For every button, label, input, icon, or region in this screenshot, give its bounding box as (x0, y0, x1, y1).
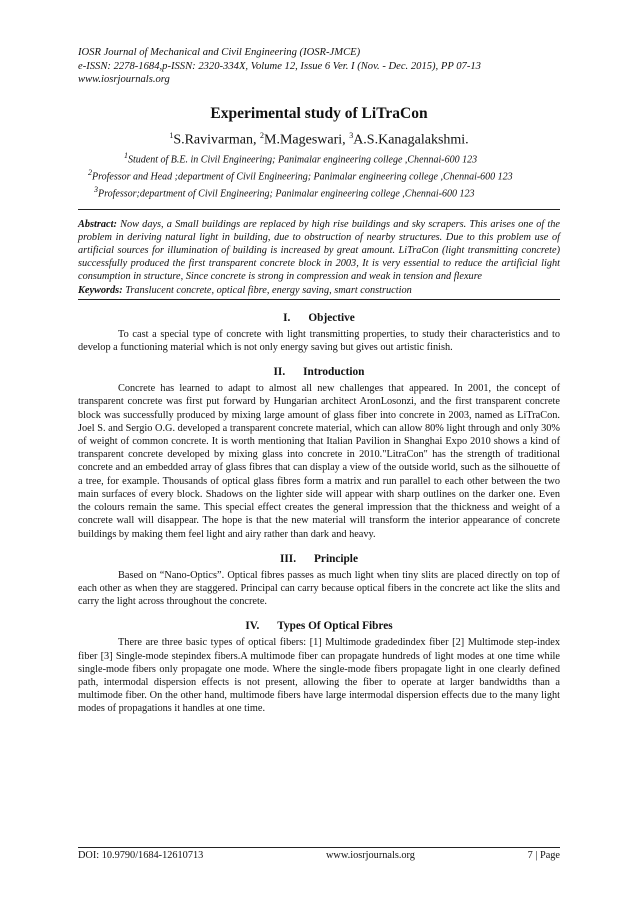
section-title: Objective (308, 311, 355, 324)
section-principle (78, 553, 560, 609)
footer-row (78, 850, 560, 864)
section-number: II. (273, 366, 286, 379)
affiliation-sup: 2 (88, 167, 92, 177)
affiliation-text: Professor;department of Civil Engineering; Panimalar engineering college ,Chennai-600 123 (98, 188, 475, 200)
paper-title: Experimental study of LiTraCon (210, 104, 428, 122)
author-name: A.S.Kanagalakshmi. (353, 132, 469, 148)
section-paragraph: There are three basic types of optical fibers: [1] Multimode gradedindex fiber [2] Multimode step-index fiber [3] Single-mode stepindex fibers.A multimode fiber can propagate hundreds of light modes at one time while single-mode fibers only propagate one mode. Where the single-mode fibers propagate light in one clearly defined path, intermodal dispersion effects is not present, allowing the fiber to operate at larger bandwidths than a multimode fiber. On the other hand, multimode fibers have large intermodal dispersion effects due to the many light modes of propagations it handles at one time. (78, 637, 560, 715)
footer-doi: DOI: 10.9790/1684-12610713 (78, 850, 204, 861)
section-number: IV. (245, 620, 260, 633)
author-name: S.Ravivarman, (173, 132, 261, 148)
section-heading (78, 553, 560, 565)
abstract (78, 218, 560, 284)
footer-page-number: 7 | Page (527, 850, 560, 861)
section-paragraph: To cast a special type of concrete with light transmitting properties, to study their characteristics and to develop a functioning material which is not only energy saving but gives out artistic finish. (78, 328, 560, 354)
journal-issn: e-ISSN: 2278-1684,p-ISSN: 2320-334X, Volume 12, Issue 6 Ver. I (Nov. - Dec. 2015), PP 07-13 (78, 60, 481, 72)
footer-website: www.iosrjournals.org (326, 850, 415, 861)
affiliation-text: Student of B.E. in Civil Engineering; Panimalar engineering college ,Chennai-600 123 (128, 154, 478, 166)
abstract-label: Abstract: (78, 218, 117, 230)
author-sup: 2 (260, 130, 265, 140)
section-number: I. (283, 311, 291, 324)
author-sup: 1 (169, 130, 174, 140)
affiliation-text: Professor and Head ;department of Civil Engineering; Panimalar engineering college ,Chennai-600 123 (92, 171, 513, 183)
section-title: Principle (314, 552, 358, 565)
keywords-text: Translucent concrete, optical fibre, energy saving, smart construction (122, 284, 412, 296)
author-name: M.Mageswari, (264, 132, 350, 148)
affiliation-sup: 1 (124, 151, 128, 161)
page-footer (78, 847, 560, 864)
journal-name: IOSR Journal of Mechanical and Civil Engineering (IOSR-JMCE) (78, 47, 361, 58)
affiliation (78, 167, 560, 184)
journal-website: www.iosrjournals.org (78, 74, 170, 85)
journal-header (78, 46, 560, 87)
section-heading (78, 366, 560, 378)
section-paragraph: Based on “Nano-Optics”. Optical fibres passes as much light when tiny slits are placed directly on top of each other as when they are staggered. Principal can carry because optical fibers in the concrete act like the slits and carry the light across throughout the concrete. (78, 569, 560, 608)
section-types-of-optical-fibres (78, 620, 560, 715)
section-heading (78, 312, 560, 324)
author-sup: 3 (349, 130, 354, 140)
section-title: Introduction (303, 366, 365, 379)
section-objective (78, 312, 560, 354)
affiliation-list (78, 150, 560, 200)
divider (78, 209, 560, 210)
section-paragraph: Concrete has learned to adapt to almost all new challenges that appeared. In 2001, the concept of transparent concrete was first put forward by Hungarian architect AronLosonzi, and the first transparent concrete block was successfully produced by mixing large amount of glass fiber into concrete in 2003, named as LiTraCon. Joel S. and Sergio O.G. developed a transparent concrete material, which can allow 80% light through and only 30% of weight of common concrete. It is worth mentioning that Italian Pavilion in Shanghai Expo 2010 shows a kind of transparent concrete developed by mixing glass into concrete in 2010."LitraCon" has the strength of traditional concrete and an embedded array of glass fibres that can display a view of the outside world, such as the silhouette of a tree, for example. Thousands of optical glass fibres form a matrix and run parallel to each other between the two main surfaces of every block. Shadows on the lighter side will appear with sharp outlines on the darker one. Even the colours remain the same. This special effect creates the general impression that the thickness and weight of a concrete wall will disappear. The hope is that the new material will transform the interior appearance of concrete buildings by making them feel light and airy rather than dark and heavy. (78, 383, 560, 540)
section-title: Types Of Optical Fibres (277, 620, 393, 633)
section-number: III. (280, 552, 297, 565)
keywords-label: Keywords: (78, 284, 123, 296)
section-heading (78, 620, 560, 632)
divider (78, 299, 560, 300)
affiliation (78, 184, 560, 201)
section-introduction (78, 366, 560, 540)
keywords (78, 284, 560, 297)
abstract-text: Now days, a Small buildings are replaced by high rise buildings and sky scrapers. This arises one of the problem in deriving natural light in building, due to obstruction of nearby structures. Due to this problem use of artificial sources for illumination of building is increased by great amount. LiTraCon (light transmitting concrete) successfully produced the first transparent concrete block in 2003, It is very essential to reduce the artificial light consumption in structure, Since concrete is strong in compression and weak in tension and flexure (78, 218, 560, 283)
author-list (78, 131, 560, 149)
affiliation-sup: 3 (94, 184, 98, 194)
affiliation (78, 150, 560, 167)
page-content (78, 46, 560, 716)
footer-divider (78, 847, 560, 848)
